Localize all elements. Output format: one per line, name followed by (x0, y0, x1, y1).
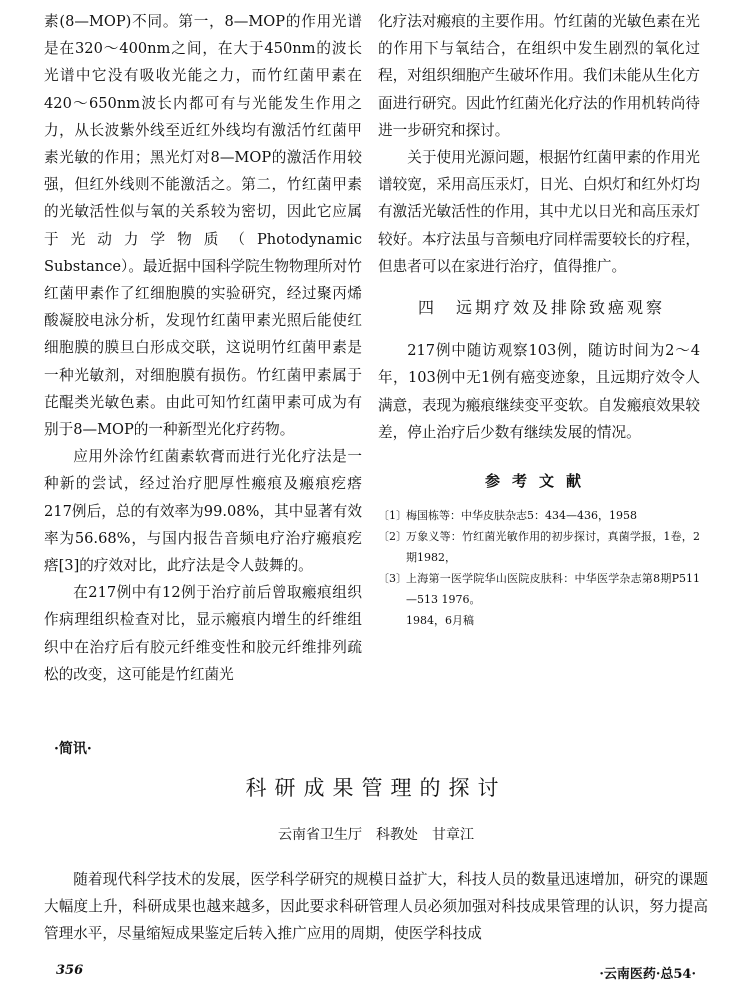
reference-number: 〔1〕 (378, 509, 407, 523)
body-paragraph: 素(8—MOP)不同。第一，8—MOP的作用光谱是在320～400nm之间，在大于450nm的波长光谱中它没有吸收光能之力，而竹红菌甲素在420～650nm波长内都可有与光能发生作用之力，从长波紫外线至近红外线均有激活竹红菌甲素光敏的作用；黑光灯对8—MOP的激活作用较强，但红外线则不能激活之。第二，竹红菌甲素的光敏活性似与氧的关系较为密切，因此它应属于光动力学物质（Photodynamic Substance）。最近据中国科学院生物物理所对竹红菌甲素作了红细胞膜的实验研究，经过聚丙烯酸凝胶电泳分析，发现竹红菌甲素光照后能使红细胞膜的膜旦白形成交联，这说明竹红菌甲素是一种光敏剂，对细胞膜有损伤。竹红菌甲素属于芘醌类光敏色素。由此可知竹红菌甲素可成为有别于8—MOP的一种新型光化疗药物。 (44, 13, 362, 439)
reference-text: 上海第一医学院华山医院皮肤科：中华医学杂志第8期P511—513 1976。 (406, 572, 700, 607)
reference-number: 〔3〕 (378, 572, 407, 586)
reference-item (378, 568, 700, 610)
reference-number: 〔2〕 (378, 530, 407, 544)
body-paragraph: 在217例中有12例于治疗前后曾取瘢痕组织作病理组织检查对比，显示瘢痕内增生的纤维组织中在治疗后有胶元纤维变性和胶元纤维排列疏松的改变，这可能是竹红菌光 (44, 584, 362, 683)
received-date: 1984，6月稿 (406, 614, 474, 628)
page-footer (56, 963, 696, 982)
reference-text: 万象义等：竹红菌光敏作用的初步探讨，真菌学报，1卷，2期1982， (406, 530, 700, 565)
reference-text: 梅国栋等：中华皮肤杂志5：434—436，1958 (406, 509, 637, 523)
references-list (378, 505, 700, 610)
article-title: 科研成果管理的探讨 (245, 776, 507, 800)
news-tag: ·简讯· (54, 741, 92, 757)
author-byline: 云南省卫生厅 科教处 甘章江 (278, 827, 474, 843)
body-paragraph: 217例中随访观察103例，随访时间为2～4年，103例中无1例有癌变迹象，且远期疗效令人满意，表现为瘢痕继续变平变软。自发瘢痕效果较差，停止治疗后少数有继续发展的情况。 (378, 342, 700, 441)
references-heading: 参考文献 (484, 472, 593, 491)
page-number: 356 (56, 963, 84, 978)
news-section (44, 738, 708, 962)
journal-info: ·云南医药·总54· (599, 967, 696, 982)
article-body: 随着现代科学技术的发展，医学科学研究的规模日益扩大，科技人员的数量迅速增加，研究的课题大幅度上升，科研成果也越来越多，因此要求科研管理人员必须加强对科技成果管理的认识，努力提高管理水平，尽量缩短成果鉴定后转入推广应用的周期，使医学科技成 (44, 871, 708, 942)
reference-item (378, 526, 700, 568)
body-paragraph: 化疗法对瘢痕的主要作用。竹红菌的光敏色素在光的作用下与氧结合，在组织中发生剧烈的氧化过程，对组织细胞产生破坏作用。我们未能从生化方面进行研究。因此竹红菌光化疗法的作用机转尚待进一步研究和探讨。 (378, 13, 700, 139)
reference-item (378, 505, 700, 526)
body-paragraph: 应用外涂竹红菌素软膏而进行光化疗法是一种新的尝试，经过治疗肥厚性瘢痕及瘢痕疙瘩217例后，总的有效率为99.08%，其中显著有效率为56.68%，与国内报告音频电疗治疗瘢痕疙瘩[3]的疗效对比，此疗法是令人鼓舞的。 (44, 448, 362, 575)
left-column (44, 8, 362, 688)
body-paragraph: 关于使用光源问题，根据竹红菌甲素的作用光谱较宽，采用高压汞灯，日光、白炽灯和红外灯均有激活光敏活性的作用，其中尤以日光和高压汞灯较好。本疗法虽与音频电疗同样需要较长的疗程，但患者可以在家进行治疗，值得推广。 (378, 149, 700, 275)
section-heading: 四 远期疗效及排除致癌观察 (418, 298, 666, 318)
right-column (378, 8, 700, 631)
